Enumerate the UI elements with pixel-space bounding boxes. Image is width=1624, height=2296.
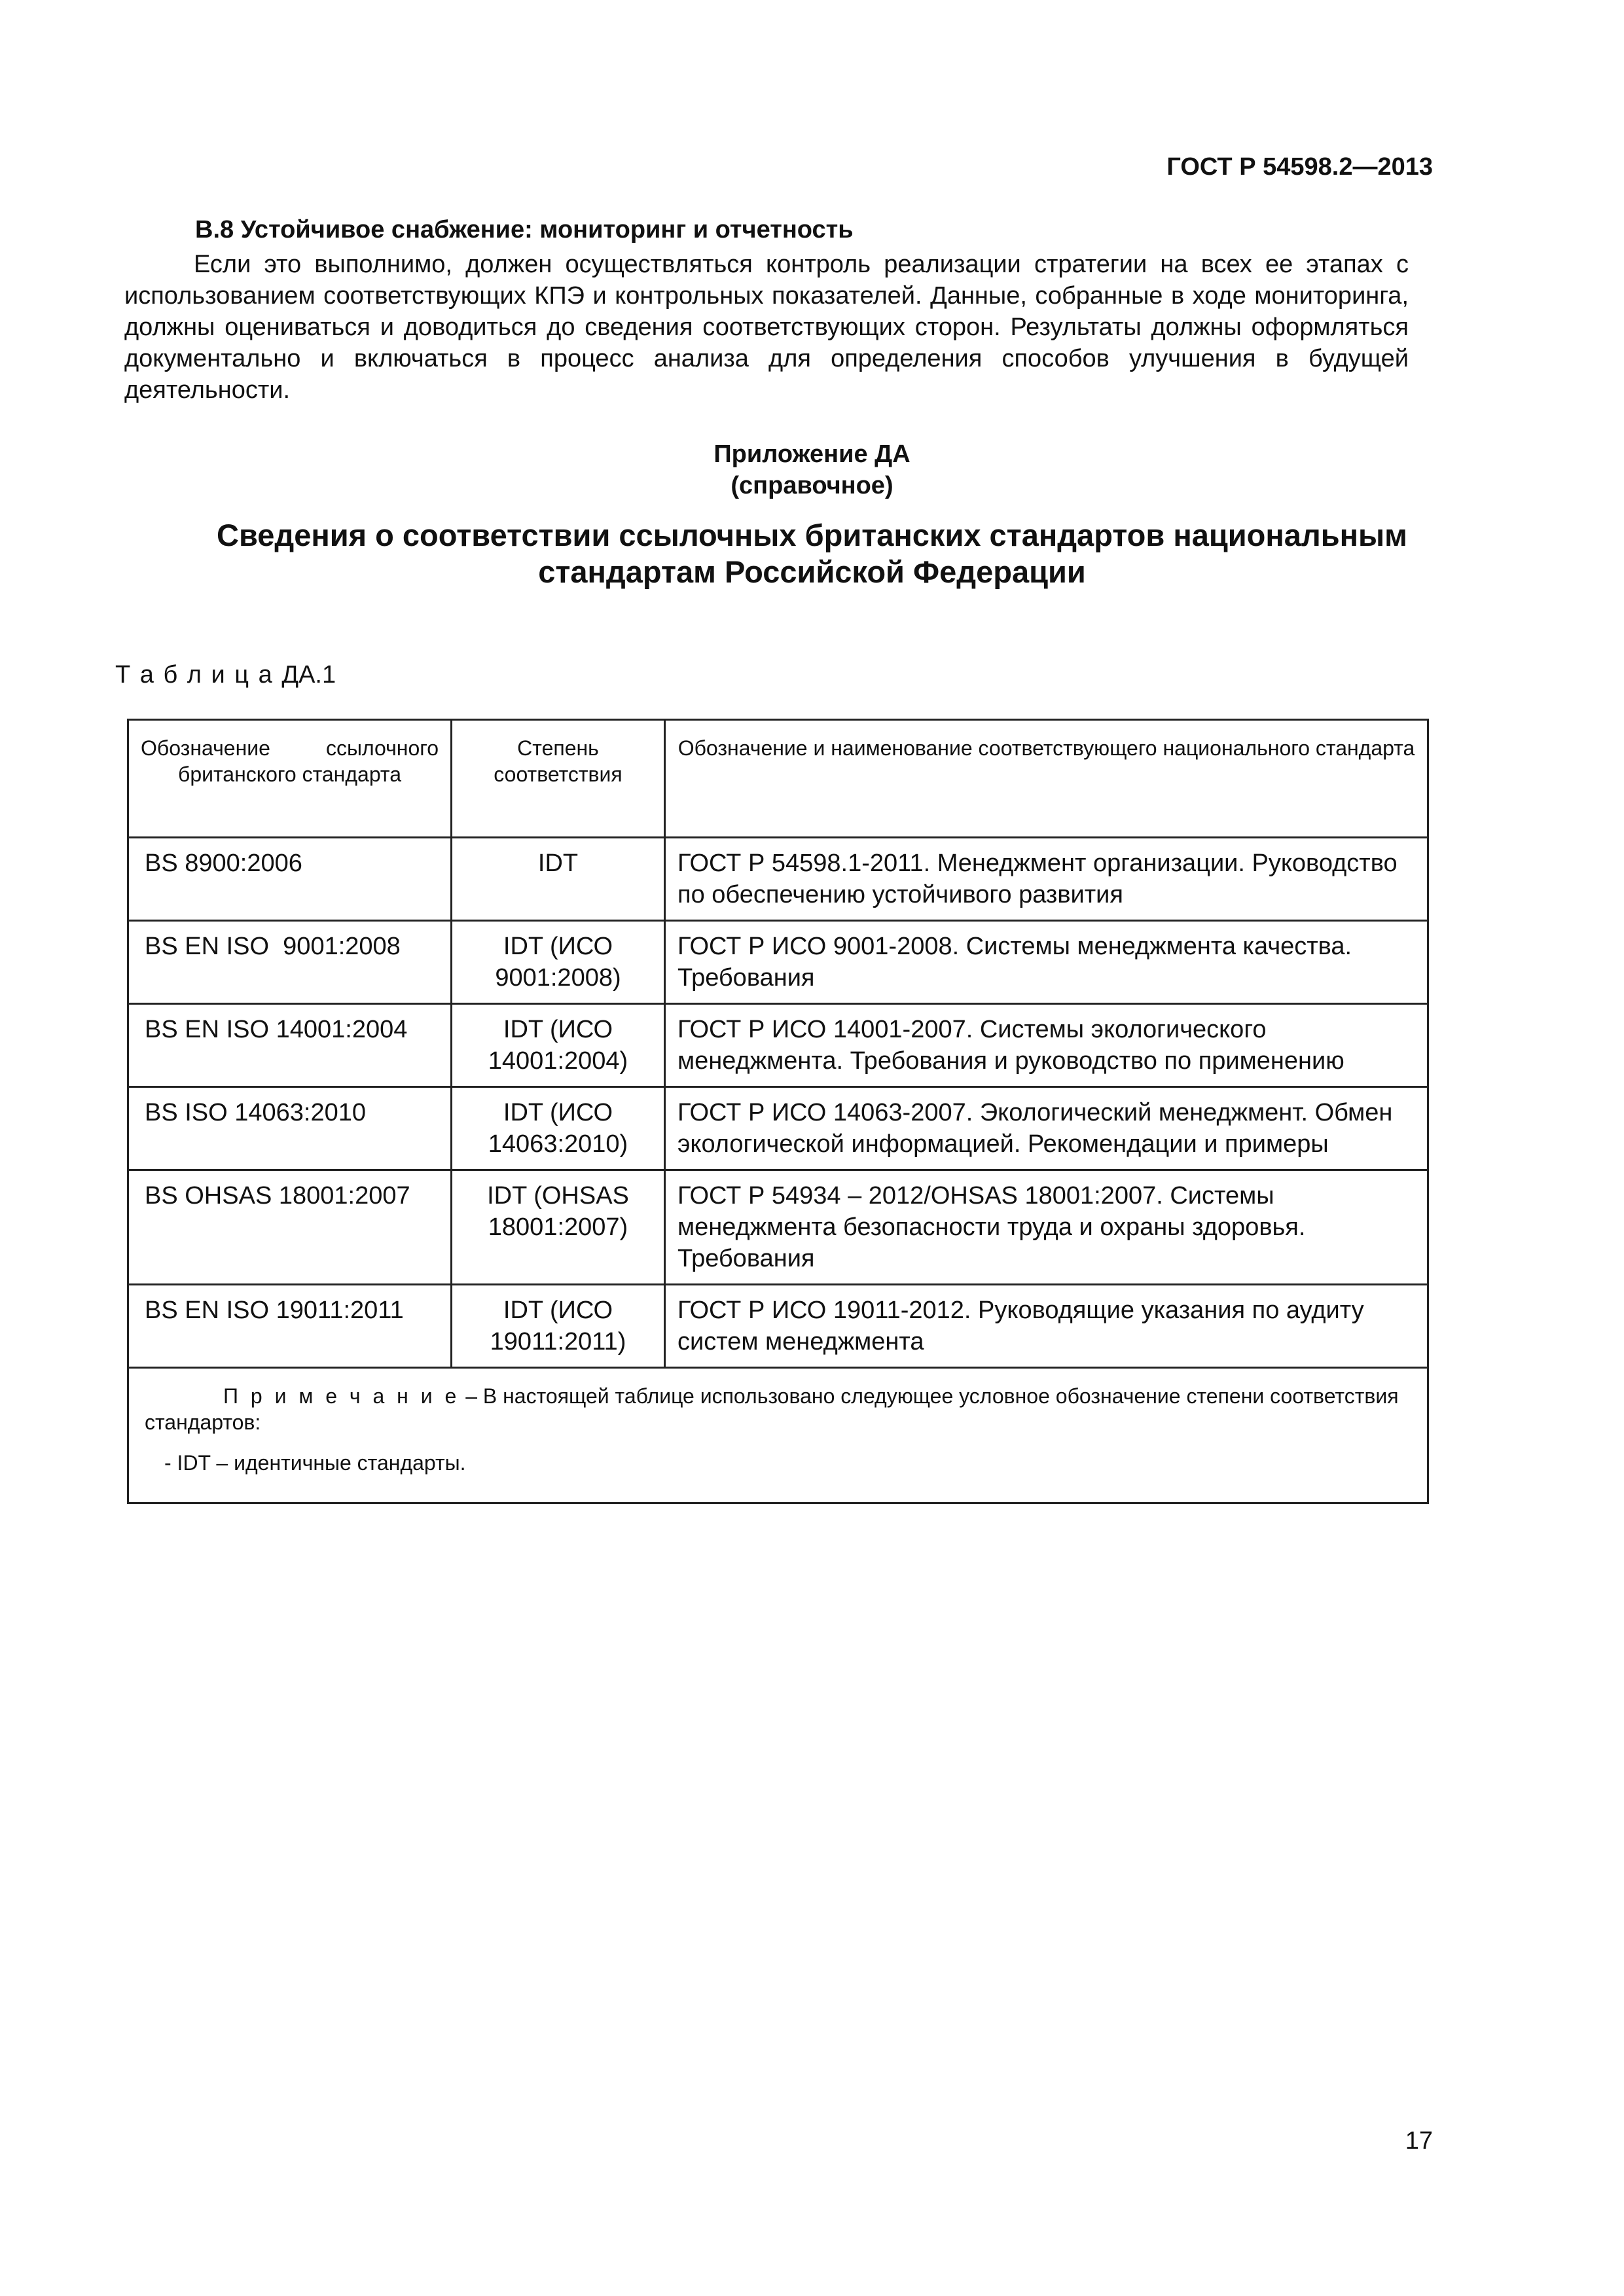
appendix-type: (справочное) (731, 472, 893, 499)
cell-standard: BS ISO 14063:2010 (128, 1087, 452, 1170)
table-row (128, 1285, 1428, 1368)
section-title: В.8 Устойчивое снабжение: мониторинг и отчетность (195, 216, 854, 243)
table-row (128, 921, 1428, 1004)
note-text: – В настоящей таблице использовано следующее условное обозначение степени соответствия стандартов: (145, 1384, 1399, 1434)
table-row (128, 1170, 1428, 1285)
appendix-title (79, 517, 1545, 590)
cell-degree: IDT (OHSAS 18001:2007) (452, 1170, 665, 1285)
cell-national: ГОСТ Р ИСО 19011-2012. Руководящие указания по аудиту систем менеджмента (665, 1285, 1428, 1368)
cell-standard: BS EN ISO 19011:2011 (128, 1285, 452, 1368)
cell-degree: IDT (ИСО 14001:2004) (452, 1004, 665, 1087)
document-header: ГОСТ Р 54598.2—2013 (1166, 153, 1433, 181)
table-header-row (128, 720, 1428, 838)
page-number: 17 (1405, 2127, 1433, 2155)
correspondence-table (127, 719, 1429, 1504)
table-caption-number: ДА.1 (281, 661, 336, 689)
appendix-title-line1: Сведения о соответствии ссылочных британских стандартов национальным (217, 518, 1407, 552)
table-caption (115, 661, 336, 689)
header-degree: Степень соответствия (452, 720, 665, 838)
cell-standard: BS 8900:2006 (128, 838, 452, 921)
section-body: Если это выполнимо, должен осуществляться контроль реализации стратегии на всех ее этапах с использованием соответствующих КПЭ и контрольных показателей. Данные, собранные в ходе мониторинга, должны оцениваться и доводиться до сведения соответствующих сторон. Результаты должны оформляться документально и включаться в процесс анализа для определения способов улучшения в будущей деятельности. (124, 251, 1409, 404)
cell-national: ГОСТ Р 54598.1-2011. Менеджмент организации. Руководство по обеспечению устойчивого развития (665, 838, 1428, 921)
cell-national: ГОСТ Р ИСО 14063-2007. Экологический менеджмент. Обмен экологической информацией. Рекомендации и примеры (665, 1087, 1428, 1170)
table-caption-label: Т а б л и ц а (115, 661, 274, 689)
cell-degree: IDT (ИСО 14063:2010) (452, 1087, 665, 1170)
cell-standard: BS OHSAS 18001:2007 (128, 1170, 452, 1285)
cell-degree: IDT (ИСО 19011:2011) (452, 1285, 665, 1368)
cell-standard: BS EN ISO 9001:2008 (128, 921, 452, 1004)
table-row (128, 1087, 1428, 1170)
appendix-title-line2: стандартам Российской Федерации (538, 554, 1086, 589)
header-national-standard: Обозначение и наименование соответствующего национального стандарта (665, 720, 1428, 838)
appendix-heading (0, 439, 1624, 501)
cell-national: ГОСТ Р ИСО 9001-2008. Системы менеджмента качества. Требования (665, 921, 1428, 1004)
table-row (128, 1004, 1428, 1087)
table-note-row (128, 1368, 1428, 1503)
cell-national: ГОСТ Р ИСО 14001-2007. Системы экологического менеджмента. Требования и руководство по применению (665, 1004, 1428, 1087)
header-british-standard: Обозначение ссылочного британского стандарта (128, 720, 452, 838)
appendix-label: Приложение ДА (713, 440, 911, 468)
cell-degree: IDT (ИСО 9001:2008) (452, 921, 665, 1004)
table-note (128, 1368, 1428, 1503)
cell-national: ГОСТ Р 54934 – 2012/OHSAS 18001:2007. Системы менеджмента безопасности труда и охраны здоровья. Требования (665, 1170, 1428, 1285)
table-row (128, 838, 1428, 921)
cell-degree: IDT (452, 838, 665, 921)
cell-standard: BS EN ISO 14001:2004 (128, 1004, 452, 1087)
note-label: П р и м е ч а н и е (223, 1384, 460, 1408)
note-item: - IDT – идентичные стандарты. (164, 1451, 466, 1475)
